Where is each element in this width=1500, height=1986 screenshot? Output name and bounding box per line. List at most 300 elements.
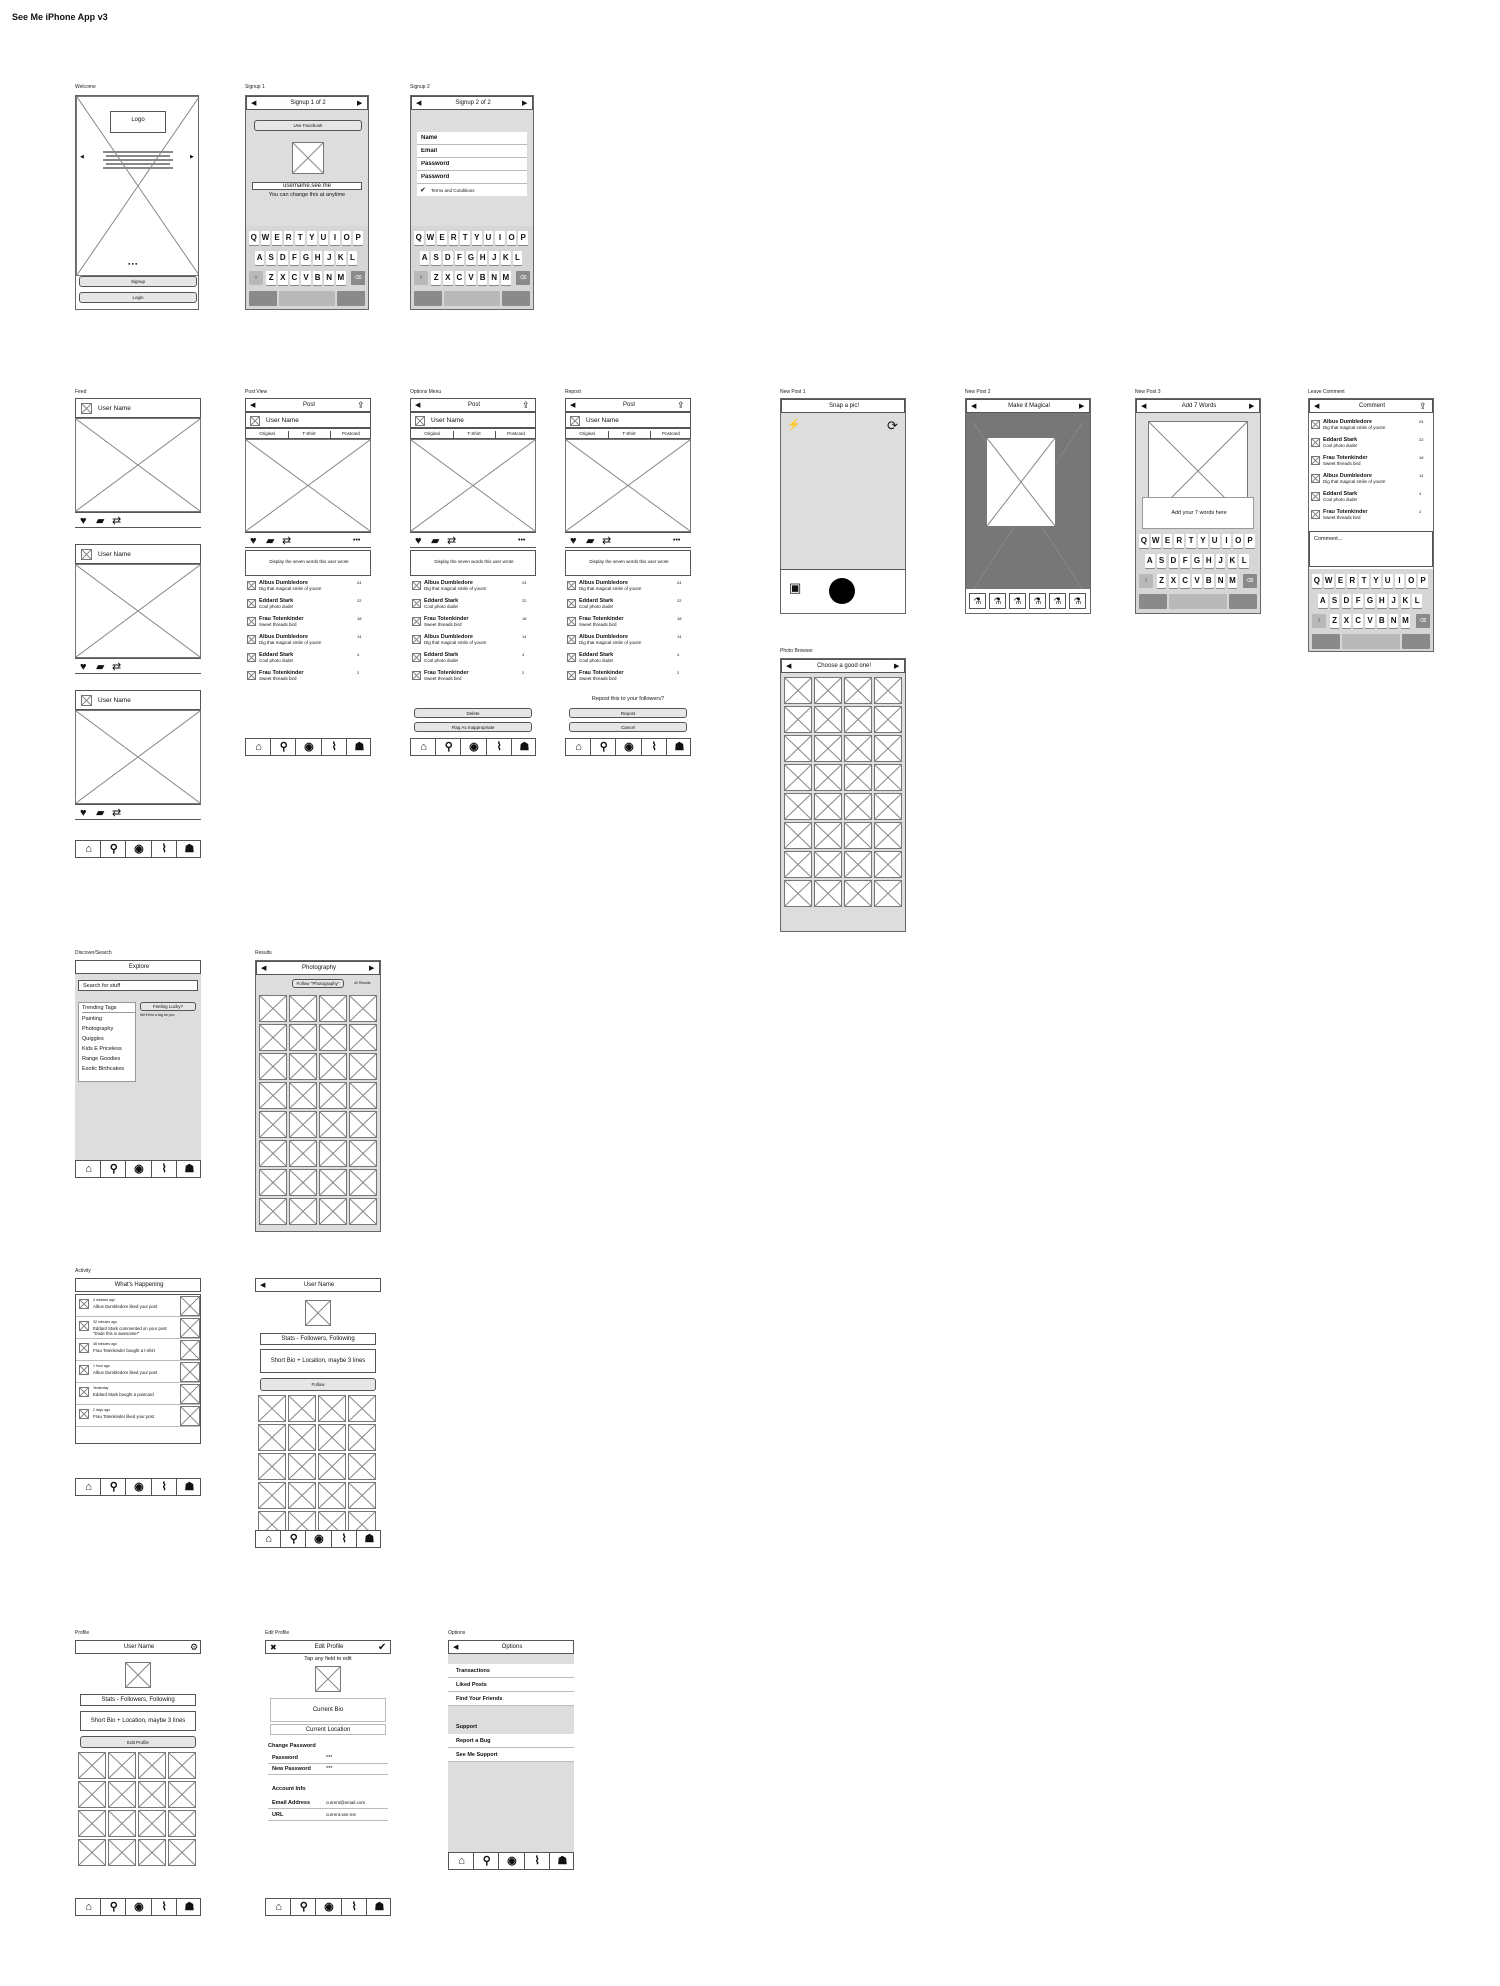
avatar <box>412 653 421 662</box>
key-k[interactable]: K <box>501 251 511 265</box>
backspace-key[interactable]: ⌫ <box>1243 574 1257 588</box>
key-a[interactable]: A <box>1318 594 1328 608</box>
key-o[interactable]: O <box>1406 574 1416 588</box>
key-a[interactable]: A <box>420 251 430 265</box>
comment-icon[interactable]: ▰ <box>586 535 595 547</box>
tab-home[interactable] <box>449 1853 474 1870</box>
avatar <box>567 653 576 662</box>
key-b[interactable]: B <box>313 271 323 285</box>
activity-item[interactable] <box>76 1339 200 1361</box>
key-j[interactable]: J <box>489 251 499 265</box>
key-d[interactable]: D <box>1169 554 1179 568</box>
like-icon[interactable]: ♥ <box>80 515 87 527</box>
repost-icon[interactable]: ⇄ <box>282 535 292 547</box>
trending-tag[interactable]: Painting <box>82 1016 102 1022</box>
key-x[interactable]: X <box>1342 614 1352 628</box>
activity-item[interactable] <box>76 1405 200 1427</box>
flash-icon[interactable]: ⚡ <box>787 419 801 431</box>
key-y[interactable]: Y <box>307 231 317 245</box>
share-icon[interactable]: ⇪ <box>522 400 530 410</box>
tab-profile[interactable] <box>512 739 536 756</box>
key-h[interactable]: H <box>478 251 488 265</box>
tab-home[interactable] <box>76 1161 101 1178</box>
key-r[interactable]: R <box>1174 534 1184 548</box>
tab-bar <box>410 738 536 756</box>
user-name[interactable]: User Name <box>266 417 299 424</box>
numbers-key[interactable] <box>1312 634 1340 649</box>
space-key[interactable] <box>279 291 335 306</box>
magic-wand-icon[interactable]: ⚗ <box>989 593 1006 609</box>
key-v[interactable]: V <box>1192 574 1202 588</box>
switch-camera-icon[interactable]: ⟳ <box>887 418 898 433</box>
tab-product[interactable]: T-Shirt <box>288 431 331 438</box>
option-item[interactable] <box>448 1748 574 1762</box>
key-d[interactable]: D <box>278 251 288 265</box>
space-key[interactable] <box>1169 594 1226 609</box>
back-arrow-icon[interactable]: ◀ <box>251 100 257 107</box>
key-b[interactable]: B <box>1204 574 1214 588</box>
key-g[interactable]: G <box>466 251 476 265</box>
tab-camera[interactable] <box>316 1899 341 1916</box>
tab-search[interactable] <box>101 1479 126 1496</box>
tab-home[interactable] <box>246 739 271 756</box>
key-z[interactable]: Z <box>431 271 441 285</box>
comment-icon[interactable]: ▰ <box>431 535 440 547</box>
repost-icon[interactable]: ⇄ <box>112 515 122 527</box>
key-y[interactable]: Y <box>472 231 482 245</box>
key-w[interactable]: W <box>261 231 271 245</box>
flag-button[interactable]: Flag As Inappropriate <box>414 722 532 732</box>
user-name[interactable]: User Name <box>431 417 464 424</box>
key-j[interactable]: J <box>1216 554 1226 568</box>
shutter-button[interactable] <box>829 578 855 604</box>
return-key[interactable] <box>502 291 530 306</box>
tab-camera[interactable] <box>126 841 151 858</box>
tab-home[interactable] <box>76 1479 101 1496</box>
tab-camera[interactable] <box>296 739 321 756</box>
key-o[interactable]: O <box>1233 534 1243 548</box>
tab-home[interactable] <box>566 739 591 756</box>
key-w[interactable]: W <box>1151 534 1161 548</box>
option-item[interactable] <box>448 1664 574 1678</box>
tab-search[interactable] <box>591 739 616 756</box>
option-item[interactable] <box>448 1678 574 1692</box>
tab-product[interactable]: Postcard <box>342 431 360 436</box>
tab-profile[interactable] <box>177 1161 201 1178</box>
tab-search[interactable] <box>101 1161 126 1178</box>
close-icon[interactable]: ✖ <box>270 1643 277 1652</box>
email-field[interactable] <box>417 145 527 158</box>
user-name[interactable]: User Name <box>98 405 131 412</box>
space-key[interactable] <box>444 291 500 306</box>
magic-wand-icon[interactable]: ⚗ <box>1049 593 1066 609</box>
back-arrow-icon[interactable]: ◀ <box>260 1282 266 1289</box>
key-i[interactable]: I <box>330 231 340 245</box>
key-q[interactable]: Q <box>1312 574 1322 588</box>
cancel-button[interactable]: Cancel <box>569 722 687 732</box>
tab-search[interactable] <box>281 1531 306 1548</box>
tab-camera[interactable] <box>306 1531 331 1548</box>
activity-icon: ⌇ <box>496 741 502 753</box>
user-name[interactable]: User Name <box>586 417 619 424</box>
like-icon[interactable]: ♥ <box>570 535 577 547</box>
key-n[interactable]: N <box>1389 614 1399 628</box>
key-t[interactable]: T <box>1359 574 1369 588</box>
tab-profile[interactable] <box>177 841 201 858</box>
tab-search[interactable] <box>436 739 461 756</box>
magic-wand-icon[interactable]: ⚗ <box>1009 593 1026 609</box>
feeling-lucky-button[interactable]: Feeling Lucky? <box>140 1002 196 1011</box>
key-b[interactable]: B <box>1377 614 1387 628</box>
edit-profile-button[interactable]: Edit Profile <box>80 1736 196 1748</box>
key-q[interactable]: Q <box>249 231 259 245</box>
key-y[interactable]: Y <box>1198 534 1208 548</box>
tab-profile[interactable] <box>177 1899 201 1916</box>
key-u[interactable]: U <box>319 231 329 245</box>
username-field[interactable]: username.see.me <box>252 182 362 190</box>
search-input[interactable] <box>78 980 198 991</box>
key-b[interactable]: B <box>478 271 488 285</box>
repost-button[interactable]: Repost <box>569 708 687 718</box>
key-x[interactable]: X <box>1169 574 1179 588</box>
shift-key[interactable]: ⇧ <box>414 271 428 285</box>
key-p[interactable]: P <box>1418 574 1428 588</box>
trending-tag[interactable]: Kids E Priceless <box>82 1046 122 1052</box>
tab-product[interactable]: Postcard <box>507 431 525 436</box>
user-name[interactable]: User Name <box>98 697 131 704</box>
key-x[interactable]: X <box>443 271 453 285</box>
key-k[interactable]: K <box>1228 554 1238 568</box>
tab-activity[interactable] <box>332 1531 357 1548</box>
key-e[interactable]: E <box>1336 574 1346 588</box>
key-c[interactable]: C <box>455 271 465 285</box>
tab-search[interactable] <box>101 1899 126 1916</box>
trending-tag[interactable]: Quiggles <box>82 1036 104 1042</box>
option-item[interactable] <box>448 1692 574 1706</box>
back-arrow-icon[interactable]: ◀ <box>971 403 977 410</box>
key-s[interactable]: S <box>431 251 441 265</box>
tab-search[interactable] <box>271 739 296 756</box>
tab-product[interactable]: T-Shirt <box>453 431 496 438</box>
follow-tag-button[interactable]: Follow "Photography" <box>292 979 344 988</box>
backspace-key[interactable]: ⌫ <box>516 271 530 285</box>
key-r[interactable]: R <box>449 231 459 245</box>
comment-input[interactable] <box>1309 531 1433 567</box>
trending-tag[interactable]: Range Goodies <box>82 1056 121 1062</box>
key-g[interactable]: G <box>1365 594 1375 608</box>
key-u[interactable]: U <box>484 231 494 245</box>
return-key[interactable] <box>1229 594 1257 609</box>
repost-icon[interactable]: ⇄ <box>112 661 122 673</box>
tab-product[interactable]: Original <box>246 431 289 438</box>
share-icon[interactable]: ⇪ <box>677 400 685 410</box>
key-l[interactable]: L <box>348 251 358 265</box>
more-icon[interactable]: ••• <box>518 537 526 544</box>
key-z[interactable]: Z <box>266 271 276 285</box>
tab-home[interactable] <box>256 1531 281 1548</box>
key-d[interactable]: D <box>1342 594 1352 608</box>
key-c[interactable]: C <box>1353 614 1363 628</box>
key-w[interactable]: W <box>426 231 436 245</box>
activity-item[interactable] <box>76 1361 200 1383</box>
activity-item[interactable] <box>76 1295 200 1317</box>
return-key[interactable] <box>337 291 365 306</box>
delete-button[interactable]: Delete <box>414 708 532 718</box>
numbers-key[interactable] <box>1139 594 1167 609</box>
repost-icon[interactable]: ⇄ <box>447 535 457 547</box>
activity-item[interactable] <box>76 1383 200 1405</box>
key-t[interactable]: T <box>460 231 470 245</box>
signup-button[interactable]: Signup <box>79 276 197 287</box>
tab-activity[interactable] <box>152 1899 177 1916</box>
comment-likes: 14 <box>677 634 682 639</box>
key-m[interactable]: M <box>1228 574 1238 588</box>
key-a[interactable]: A <box>255 251 265 265</box>
password-confirm-field[interactable] <box>417 171 527 184</box>
repost-icon[interactable]: ⇄ <box>112 807 122 819</box>
key-z[interactable]: Z <box>1157 574 1167 588</box>
key-j[interactable]: J <box>1389 594 1399 608</box>
magic-wand-icon[interactable]: ⚗ <box>1069 593 1086 609</box>
key-f[interactable]: F <box>290 251 300 265</box>
tab-search[interactable] <box>474 1853 499 1870</box>
password-field[interactable] <box>417 158 527 171</box>
key-k[interactable]: K <box>1401 594 1411 608</box>
checkmark-icon[interactable]: ✔ <box>378 1642 387 1653</box>
tab-camera[interactable] <box>616 739 641 756</box>
back-arrow-icon[interactable]: ◀ <box>261 965 267 972</box>
grid-photo <box>319 1053 347 1080</box>
key-c[interactable]: C <box>290 271 300 285</box>
email-field-value: current@email.com <box>326 1800 366 1805</box>
key-v[interactable]: V <box>301 271 311 285</box>
activity-item[interactable] <box>76 1317 200 1339</box>
key-p[interactable]: P <box>1245 534 1255 548</box>
key-z[interactable]: Z <box>1330 614 1340 628</box>
like-icon[interactable]: ♥ <box>80 661 87 673</box>
tab-home[interactable] <box>266 1899 291 1916</box>
key-s[interactable]: S <box>266 251 276 265</box>
checkmark-icon[interactable]: ✔ <box>420 187 426 194</box>
key-m[interactable]: M <box>1401 614 1411 628</box>
tab-activity[interactable] <box>322 739 347 756</box>
tab-camera[interactable] <box>126 1161 151 1178</box>
name-field[interactable] <box>417 132 527 145</box>
tab-home[interactable] <box>411 739 436 756</box>
tab-product[interactable]: Original <box>566 431 609 438</box>
share-icon[interactable]: ⇪ <box>1419 401 1427 411</box>
key-v[interactable]: V <box>1365 614 1375 628</box>
forward-arrow-icon[interactable]: ▶ <box>894 663 900 670</box>
tab-activity[interactable] <box>342 1899 367 1916</box>
facebook-button[interactable]: Use Facebook <box>254 120 362 131</box>
back-arrow-icon[interactable]: ◀ <box>453 1644 459 1651</box>
email-field[interactable] <box>268 1798 388 1809</box>
location-field[interactable]: Current Location <box>270 1724 386 1735</box>
back-arrow-icon[interactable]: ◀ <box>250 402 256 409</box>
key-w[interactable]: W <box>1324 574 1334 588</box>
key-i[interactable]: I <box>1222 534 1232 548</box>
follow-button[interactable]: Follow <box>260 1378 376 1391</box>
key-r[interactable]: R <box>284 231 294 245</box>
key-o[interactable]: O <box>507 231 517 245</box>
edit-profile-nav <box>265 1640 391 1654</box>
tab-camera[interactable] <box>499 1853 524 1870</box>
backspace-key[interactable]: ⌫ <box>1416 614 1430 628</box>
comment-text: Dig that magical smile of yours! <box>1323 479 1386 484</box>
key-n[interactable]: N <box>489 271 499 285</box>
return-key[interactable] <box>1402 634 1430 649</box>
forward-arrow-icon[interactable]: ▶ <box>369 965 375 972</box>
key-t[interactable]: T <box>1186 534 1196 548</box>
comment-icon[interactable]: ▰ <box>96 807 105 819</box>
like-icon[interactable]: ♥ <box>415 535 422 547</box>
key-d[interactable]: D <box>443 251 453 265</box>
forward-arrow-icon[interactable]: ▶ <box>1079 403 1085 410</box>
key-u[interactable]: U <box>1383 574 1393 588</box>
gallery-icon[interactable]: ▣ <box>789 580 802 595</box>
key-e[interactable]: E <box>272 231 282 245</box>
key-q[interactable]: Q <box>1139 534 1149 548</box>
key-c[interactable]: C <box>1180 574 1190 588</box>
left-arrow-icon[interactable]: ◀ <box>80 154 84 160</box>
tab-home[interactable] <box>76 1899 101 1916</box>
words-input[interactable] <box>1142 497 1254 529</box>
tab-camera[interactable] <box>126 1899 151 1916</box>
key-e[interactable]: E <box>437 231 447 245</box>
forward-arrow-icon[interactable]: ▶ <box>522 100 528 107</box>
key-a[interactable]: A <box>1145 554 1155 568</box>
key-r[interactable]: R <box>1347 574 1357 588</box>
key-x[interactable]: X <box>278 271 288 285</box>
key-s[interactable]: S <box>1330 594 1340 608</box>
key-f[interactable]: F <box>1180 554 1190 568</box>
key-n[interactable]: N <box>1216 574 1226 588</box>
tab-home[interactable] <box>76 841 101 858</box>
key-p[interactable]: P <box>518 231 528 245</box>
comment-icon[interactable]: ▰ <box>96 661 105 673</box>
tab-camera[interactable] <box>461 739 486 756</box>
tab-activity[interactable] <box>525 1853 550 1870</box>
key-k[interactable]: K <box>336 251 346 265</box>
space-key[interactable] <box>1342 634 1399 649</box>
shift-key[interactable]: ⇧ <box>1139 574 1153 588</box>
key-t[interactable]: T <box>295 231 305 245</box>
key-g[interactable]: G <box>1192 554 1202 568</box>
magic-wand-icon[interactable]: ⚗ <box>1029 593 1046 609</box>
back-arrow-icon[interactable]: ◀ <box>416 100 422 107</box>
back-arrow-icon[interactable]: ◀ <box>415 402 421 409</box>
bio-field[interactable]: Current Bio <box>270 1698 386 1722</box>
comment-icon[interactable]: ▰ <box>266 535 275 547</box>
tab-activity[interactable] <box>642 739 667 756</box>
key-l[interactable]: L <box>1412 594 1422 608</box>
magic-wand-icon[interactable]: ⚗ <box>969 593 986 609</box>
key-n[interactable]: N <box>324 271 334 285</box>
key-s[interactable]: S <box>1157 554 1167 568</box>
key-f[interactable]: F <box>1353 594 1363 608</box>
trending-tag[interactable]: Photography <box>82 1026 114 1032</box>
tab-product[interactable]: Postcard <box>662 431 680 436</box>
key-v[interactable]: V <box>466 271 476 285</box>
tab-profile[interactable] <box>367 1899 391 1916</box>
right-arrow-icon[interactable]: ▶ <box>190 154 194 160</box>
key-h[interactable]: H <box>313 251 323 265</box>
tab-profile[interactable] <box>177 1479 201 1496</box>
key-o[interactable]: O <box>342 231 352 245</box>
back-arrow-icon[interactable]: ◀ <box>570 402 576 409</box>
trending-tag[interactable]: Exotic Birthcakes <box>82 1066 125 1072</box>
back-arrow-icon[interactable]: ◀ <box>1314 403 1320 410</box>
tab-profile[interactable] <box>550 1853 574 1870</box>
share-icon[interactable]: ⇪ <box>357 400 365 410</box>
user-name[interactable]: User Name <box>98 551 131 558</box>
repost-icon[interactable]: ⇄ <box>602 535 612 547</box>
gear-icon[interactable]: ⚙ <box>190 1642 199 1652</box>
tab-search[interactable] <box>291 1899 316 1916</box>
tab-activity[interactable] <box>152 841 177 858</box>
key-m[interactable]: M <box>501 271 511 285</box>
shift-key[interactable]: ⇧ <box>1312 614 1326 628</box>
key-i[interactable]: I <box>495 231 505 245</box>
forward-arrow-icon[interactable]: ▶ <box>357 100 363 107</box>
tab-product[interactable]: Original <box>411 431 454 438</box>
back-arrow-icon[interactable]: ◀ <box>786 663 792 670</box>
key-e[interactable]: E <box>1163 534 1173 548</box>
like-icon[interactable]: ♥ <box>80 807 87 819</box>
nav-title: Choose a good one! <box>816 663 872 669</box>
key-p[interactable]: P <box>353 231 363 245</box>
new-password-field[interactable] <box>268 1764 388 1775</box>
tab-activity[interactable] <box>152 1479 177 1496</box>
tab-profile[interactable] <box>667 739 691 756</box>
key-u[interactable]: U <box>1210 534 1220 548</box>
tab-profile[interactable] <box>357 1531 381 1548</box>
numbers-key[interactable] <box>414 291 442 306</box>
key-l[interactable]: L <box>513 251 523 265</box>
key-j[interactable]: J <box>324 251 334 265</box>
more-icon[interactable]: ••• <box>353 537 361 544</box>
tab-profile[interactable] <box>347 739 371 756</box>
key-l[interactable]: L <box>1239 554 1249 568</box>
comment-icon[interactable]: ▰ <box>96 515 105 527</box>
like-icon[interactable]: ♥ <box>250 535 257 547</box>
password-field[interactable] <box>268 1753 388 1764</box>
key-g[interactable]: G <box>301 251 311 265</box>
key-h[interactable]: H <box>1204 554 1214 568</box>
tab-camera[interactable] <box>126 1479 151 1496</box>
key-h[interactable]: H <box>1377 594 1387 608</box>
back-arrow-icon[interactable]: ◀ <box>1141 403 1147 410</box>
backspace-key[interactable]: ⌫ <box>351 271 365 285</box>
key-f[interactable]: F <box>455 251 465 265</box>
tab-product[interactable]: T-Shirt <box>608 431 651 438</box>
tab-search[interactable] <box>101 841 126 858</box>
key-y[interactable]: Y <box>1371 574 1381 588</box>
tab-activity[interactable] <box>487 739 512 756</box>
key-i[interactable]: I <box>1395 574 1405 588</box>
numbers-key[interactable] <box>249 291 277 306</box>
login-button[interactable]: Login <box>79 292 197 303</box>
forward-arrow-icon[interactable]: ▶ <box>1249 403 1255 410</box>
more-icon[interactable]: ••• <box>673 537 681 544</box>
option-item[interactable] <box>448 1734 574 1748</box>
tab-activity[interactable] <box>152 1161 177 1178</box>
url-field[interactable] <box>268 1810 388 1821</box>
shift-key[interactable]: ⇧ <box>249 271 263 285</box>
key-m[interactable]: M <box>336 271 346 285</box>
key-q[interactable]: Q <box>414 231 424 245</box>
